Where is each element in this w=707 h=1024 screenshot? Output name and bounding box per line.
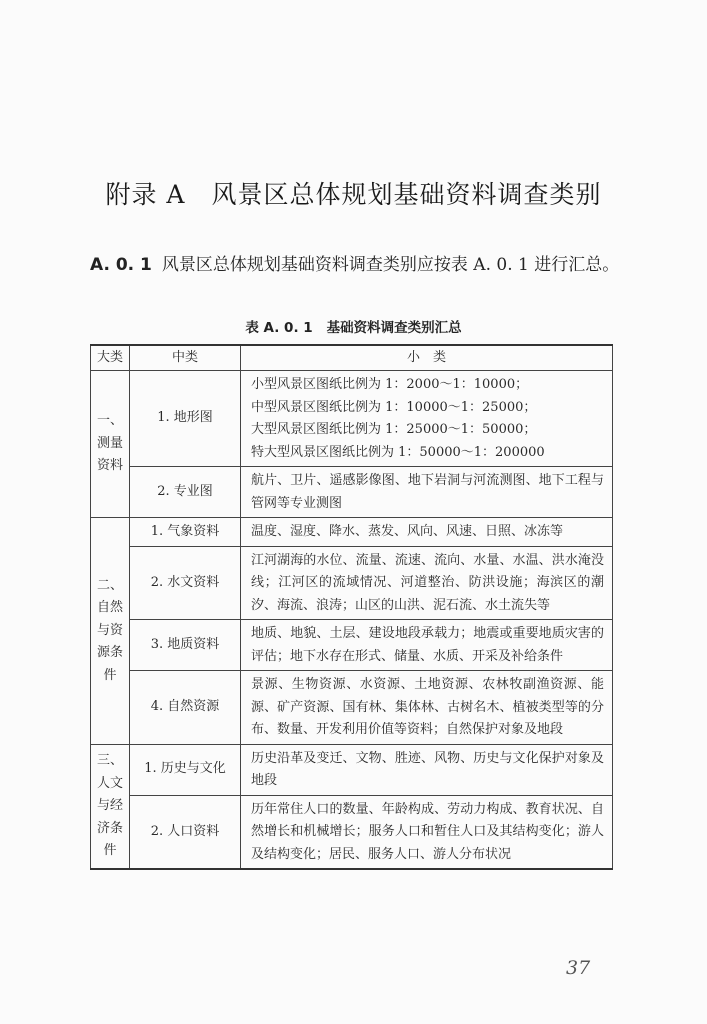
middle-category: 2. 人口资料: [130, 795, 241, 869]
minor-category: 历年常住人口的数量、年龄构成、劳动力构成、教育状况、自然增长和机械增长；服务人口和暂住人口及其结构变化；游人及结构变化；居民、服务人口、游人分布状况: [241, 795, 613, 869]
major-category-natural-resources: 二、自然与资源条件: [91, 518, 130, 745]
appendix-title: 附录 A 风景区总体规划基础资料调查类别: [105, 180, 602, 209]
middle-category: 2. 专业图: [130, 467, 241, 518]
middle-category: 1. 气象资料: [130, 518, 241, 547]
table-caption: [0, 316, 707, 336]
middle-category: 4. 自然资源: [130, 671, 241, 745]
table-row: [91, 620, 613, 671]
major-category-humanities-economy: 三、人文与经济条件: [91, 744, 130, 869]
minor-category: [241, 371, 613, 467]
clause-paragraph: [90, 250, 620, 280]
table-row: [91, 518, 613, 547]
minor-category: 温度、湿度、降水、蒸发、风向、风速、日照、冰冻等: [241, 518, 613, 547]
major-category-survey-data: 一、测量资料: [91, 371, 130, 518]
table-row: [91, 795, 613, 869]
middle-category: 2. 水文资料: [130, 546, 241, 620]
minor-category: 历史沿革及变迁、文物、胜迹、风物、历史与文化保护对象及地段: [241, 744, 613, 795]
scale-line: 小型风景区图纸比例为 1：2000～1：10000；: [251, 377, 529, 392]
scale-line: 中型风景区图纸比例为 1：10000～1：25000；: [251, 399, 537, 415]
table-caption-number: 表 A. 0. 1: [245, 320, 313, 336]
clause-number: A. 0. 1: [90, 255, 152, 275]
header-minor-category: 小 类: [241, 345, 613, 371]
table-row: [91, 744, 613, 795]
table-row: [91, 467, 613, 518]
minor-category: 景源、生物资源、水资源、土地资源、农林牧副渔资源、能源、矿产资源、国有林、集体林、古树名木、植被类型等的分布、数量、开发利用价值等资料；自然保护对象及地段: [241, 671, 613, 745]
table-caption-text: 基础资料调查类别汇总: [326, 320, 462, 336]
middle-category: 1. 地形图: [130, 371, 241, 467]
minor-category: 航片、卫片、遥感影像图、地下岩洞与河流测图、地下工程与管网等专业测图: [241, 467, 613, 518]
scale-line: 特大型风景区图纸比例为 1：50000～1：200000: [251, 444, 545, 460]
middle-category: 1. 历史与文化: [130, 744, 241, 795]
table-header-row: [91, 345, 613, 371]
middle-category: 3. 地质资料: [130, 620, 241, 671]
header-middle-category: 中类: [130, 345, 241, 371]
scale-line: 大型风景区图纸比例为 1：25000～1：50000；: [251, 422, 537, 437]
header-major-category: 大类: [91, 345, 130, 371]
survey-category-table: [90, 344, 613, 870]
table-row: [91, 546, 613, 620]
page-number: 37: [566, 957, 591, 979]
table-row: [91, 371, 613, 467]
minor-category: 江河湖海的水位、流量、流速、流向、水量、水温、洪水淹没线；江河区的流域情况、河道整治、防洪设施；海滨区的潮汐、海流、浪涛；山区的山洪、泥石流、水土流失等: [241, 546, 613, 620]
minor-category: 地质、地貌、土层、建设地段承载力；地震或重要地质灾害的评估；地下水存在形式、储量、水质、开采及补给条件: [241, 620, 613, 671]
clause-text: 风景区总体规划基础资料调查类别应按表 A. 0. 1 进行汇总。: [161, 255, 620, 275]
table-row: [91, 671, 613, 745]
